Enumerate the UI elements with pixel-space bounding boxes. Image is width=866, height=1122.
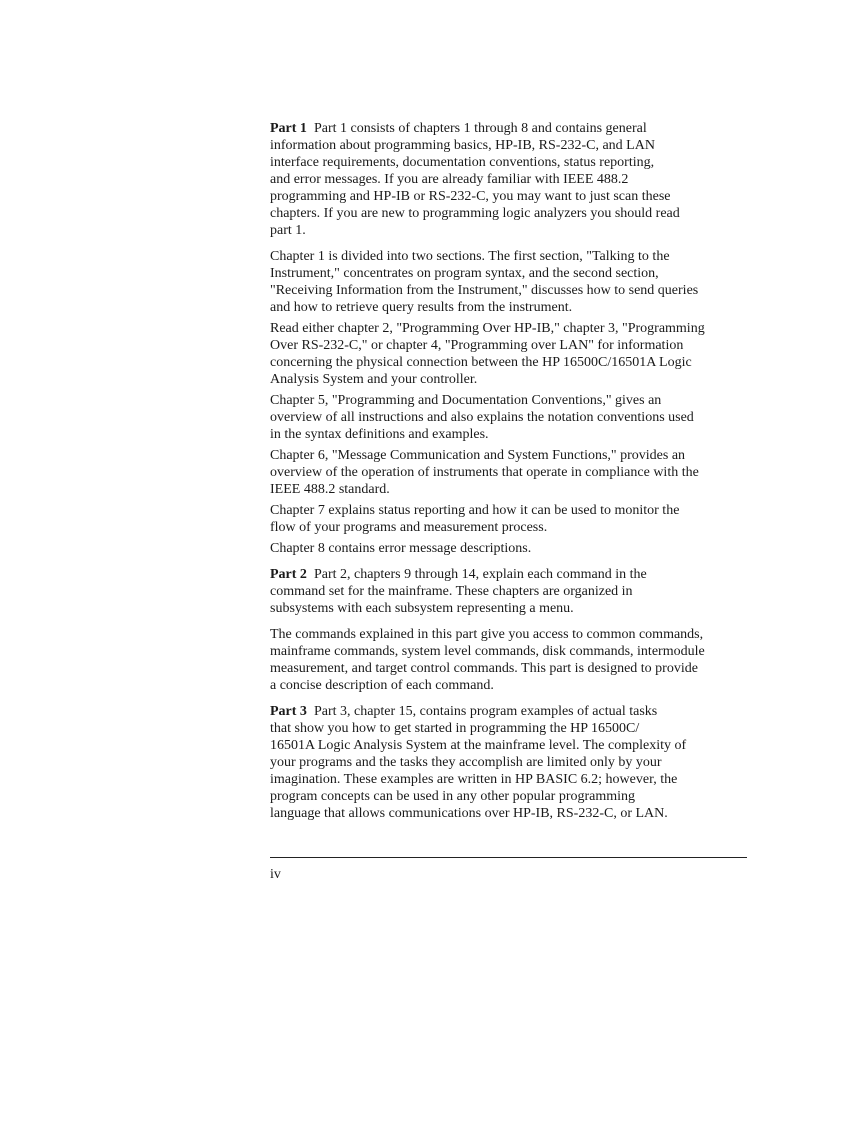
footer-rule <box>270 857 747 858</box>
part3-intro-text: Part 3, chapter 15, contains program examples of actual tasks that show you how to get started in programming the HP 16500C/ 16501A Logic Analysis System at the mainframe level. The complexity of your programs and the tasks they accomplish are limited only by your imagination. These examples are written in HP BASIC 6.2; however, the program concepts can be used in any other popular programming language that allows communications over HP-IB, RS-232-C, or LAN. <box>270 704 687 821</box>
part1-intro-text: Part 1 consists of chapters 1 through 8 and contains general information about programming basics, HP-IB, RS-232-C, and LAN interface requirements, documentation conventions, status reporting, and error messages. If you are already familiar with IEEE 488.2 programming and HP-IB or RS-232-C, you may want to just scan these chapters. If you are new to programming logic analyzers you should read part 1. <box>270 121 680 238</box>
part1-chapter6-paragraph: Chapter 6, "Message Communication and System Functions," provides an overview of the operation of instruments that operate in compliance with the IEEE 488.2 standard. <box>270 448 699 497</box>
part1-chapter8-paragraph: Chapter 8 contains error message descriptions. <box>270 541 532 556</box>
part1-chapter5-paragraph: Chapter 5, "Programming and Documentation Conventions," gives an overview of all instructions and also explains the notation conventions used in the syntax definitions and examples. <box>270 393 694 442</box>
part3-label: Part 3 <box>270 704 307 719</box>
page-body <box>270 120 748 822</box>
part1-chapters2-4-paragraph: Read either chapter 2, "Programming Over HP-IB," chapter 3, "Programming Over RS-232-C," or chapter 4, "Programming over LAN" for information concerning the physical connection between the HP 16500C/16501A Logic Analysis System and your controller. <box>270 321 705 387</box>
page-number: iv <box>270 867 281 882</box>
part2-commands-paragraph: The commands explained in this part give you access to common commands, mainframe commands, system level commands, disk commands, intermodule measurement, and target control commands. This part is designed to provide a concise description of each command. <box>270 627 705 693</box>
part2-intro-text: Part 2, chapters 9 through 14, explain each command in the command set for the mainframe. These chapters are organized in subsystems with each subsystem representing a menu. <box>270 567 647 616</box>
part1-intro <box>270 120 748 239</box>
part1-chapter7-paragraph: Chapter 7 explains status reporting and how it can be used to monitor the flow of your programs and measurement process. <box>270 503 680 535</box>
part2-intro <box>270 566 748 617</box>
part1-chapter1-paragraph: Chapter 1 is divided into two sections. The first section, "Talking to the Instrument," concentrates on program syntax, and the second section, "Receiving Information from the Instrument," discusses how to send queries and how to retrieve query results from the instrument. <box>270 249 699 315</box>
part1-label: Part 1 <box>270 121 307 136</box>
part3-intro <box>270 703 748 822</box>
part2-label: Part 2 <box>270 567 307 582</box>
